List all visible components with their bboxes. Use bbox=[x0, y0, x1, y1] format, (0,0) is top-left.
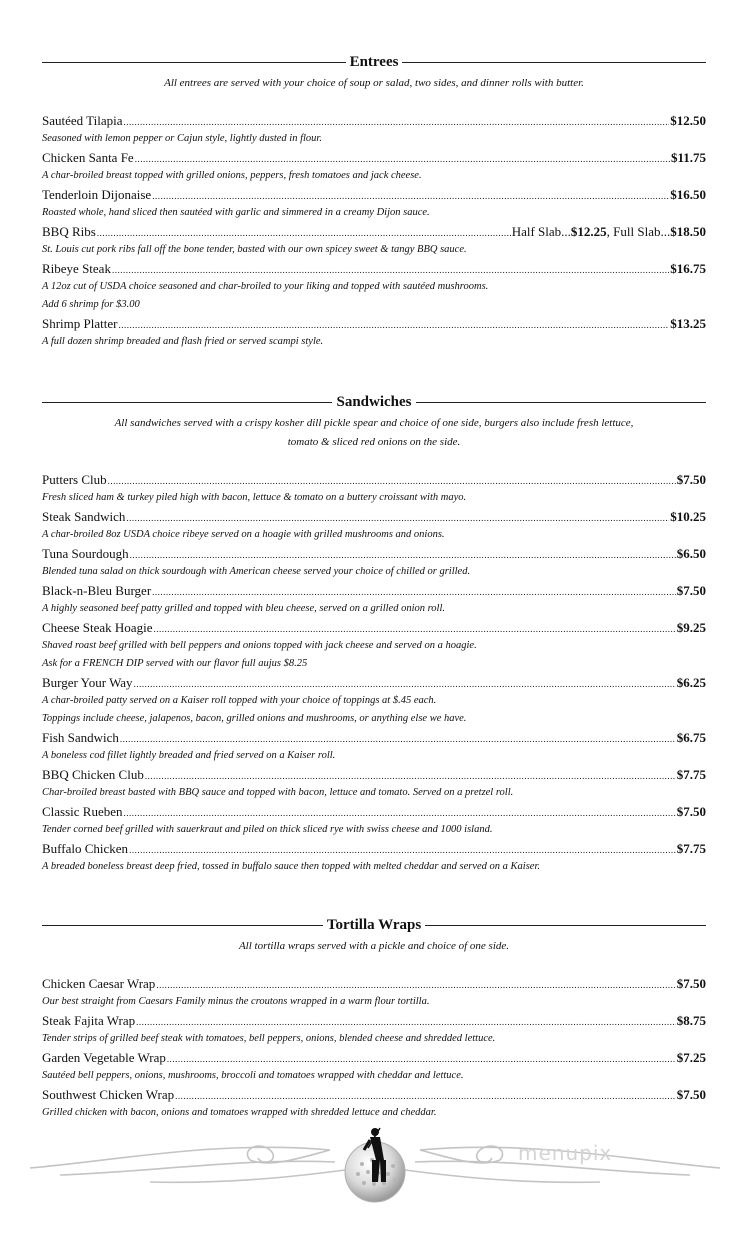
menu-item bbox=[42, 618, 706, 637]
item-name: Steak Sandwich bbox=[42, 509, 126, 524]
header-rule-left bbox=[42, 925, 323, 926]
item-price: $16.50 bbox=[670, 187, 706, 202]
item-name: Fish Sandwich bbox=[42, 730, 119, 745]
section-title: Tortilla Wraps bbox=[326, 916, 422, 933]
item-description: Char-broiled breast basted with BBQ sauce and topped with bacon, lettuce and tomato. Served on a pretzel roll. bbox=[42, 787, 514, 798]
item-price: $7.50 bbox=[676, 804, 706, 819]
item-price: $6.25 bbox=[676, 675, 706, 690]
menu-item bbox=[42, 839, 706, 858]
item-price: $10.25 bbox=[670, 509, 706, 524]
item-description: Seasoned with lemon pepper or Cajun style, lightly dusted in flour. bbox=[42, 133, 322, 144]
sandwiches-section bbox=[42, 391, 706, 876]
item-price: $6.75 bbox=[676, 730, 706, 745]
item-name: Southwest Chicken Wrap bbox=[42, 1087, 175, 1102]
item-price: $7.50 bbox=[676, 583, 706, 598]
menu-item-list bbox=[42, 470, 706, 876]
item-description: Shaved roast beef grilled with bell peppers and onions topped with jack cheese and served on a hoagie. bbox=[42, 640, 477, 651]
section-note-line-2: tomato & sliced red onions on the side. bbox=[287, 436, 461, 448]
item-price: $7.50 bbox=[676, 976, 706, 991]
item-name: Buffalo Chicken bbox=[42, 841, 129, 856]
section-header bbox=[42, 914, 706, 936]
item-price: $7.75 bbox=[676, 841, 706, 856]
menu-item bbox=[42, 111, 706, 130]
menu-item-list bbox=[42, 111, 706, 351]
item-price: $7.50 bbox=[676, 1087, 706, 1102]
item-price: $9.25 bbox=[676, 620, 706, 635]
item-price: $7.25 bbox=[676, 1050, 706, 1065]
item-name: BBQ Ribs bbox=[42, 224, 96, 239]
item-name: BBQ Chicken Club bbox=[42, 767, 144, 782]
item-price-options bbox=[512, 222, 706, 241]
item-description-addon: Toppings include cheese, jalapenos, bacon, grilled onions and mushrooms, or anything else we have. bbox=[42, 713, 467, 724]
menu-item bbox=[42, 728, 706, 747]
section-header bbox=[42, 51, 706, 73]
section-title: Entrees bbox=[349, 53, 399, 70]
menu-item bbox=[42, 802, 706, 821]
item-description: A 12oz cut of USDA choice seasoned and char-broiled to your liking and topped with sautéed mushrooms. bbox=[42, 281, 489, 292]
item-description: Grilled chicken with bacon, onions and tomatoes wrapped with shredded lettuce and cheddar. bbox=[42, 1107, 437, 1118]
menu-item bbox=[42, 259, 706, 278]
menupix-watermark: menupix bbox=[518, 1141, 613, 1165]
item-description-addon: Ask for a FRENCH DIP served with our flavor full aujus $8.25 bbox=[42, 658, 308, 669]
item-description: A highly seasoned beef patty grilled and topped with bleu cheese, served on a grilled onion roll. bbox=[42, 603, 446, 614]
half-slab-label: Half Slab... bbox=[511, 224, 571, 239]
half-slab-price: $12.25 bbox=[570, 224, 607, 239]
item-description: St. Louis cut pork ribs fall off the bone tender, basted with our own spicey sweet & tangy BBQ sauce. bbox=[42, 244, 467, 255]
decorative-footer bbox=[0, 1120, 750, 1235]
item-price: $12.50 bbox=[670, 113, 706, 128]
header-rule-right bbox=[402, 62, 706, 63]
item-description: Sautéed bell peppers, onions, mushrooms, broccoli and tomatoes wrapped with cheddar and lettuce. bbox=[42, 1070, 464, 1081]
full-slab-label: , Full Slab... bbox=[606, 224, 671, 239]
section-note: All tortilla wraps served with a pickle and choice of one side. bbox=[238, 940, 510, 952]
header-rule-right bbox=[425, 925, 706, 926]
item-name: Chicken Caesar Wrap bbox=[42, 976, 156, 991]
item-description: Roasted whole, hand sliced then sautéed with garlic and simmered in a creamy Dijon sauce. bbox=[42, 207, 430, 218]
item-description: A char-broiled patty served on a Kaiser roll topped with your choice of toppings at $.45 each. bbox=[42, 695, 437, 706]
item-price: $7.50 bbox=[676, 472, 706, 487]
menu-item bbox=[42, 1011, 706, 1030]
header-rule-left bbox=[42, 402, 332, 403]
item-name: Putters Club bbox=[42, 472, 107, 487]
item-description: A breaded boneless breast deep fried, tossed in buffalo sauce then topped with melted cheddar and served on a Kaiser. bbox=[42, 861, 540, 872]
item-description-addon: Add 6 shrimp for $3.00 bbox=[42, 299, 140, 310]
item-description: Blended tuna salad on thick sourdough with American cheese served your choice of chilled or grilled. bbox=[42, 566, 471, 577]
item-name: Sautéed Tilapia bbox=[42, 113, 123, 128]
item-description: A full dozen shrimp breaded and flash fried or served scampi style. bbox=[42, 336, 324, 347]
item-name: Chicken Santa Fe bbox=[42, 150, 134, 165]
menu-item bbox=[42, 185, 706, 204]
menu-item bbox=[42, 673, 706, 692]
section-title: Sandwiches bbox=[336, 393, 412, 410]
header-rule-right bbox=[416, 402, 706, 403]
menu-item bbox=[42, 765, 706, 784]
section-header bbox=[42, 391, 706, 413]
item-name: Classic Rueben bbox=[42, 804, 123, 819]
item-name: Tenderloin Dijonaise bbox=[42, 187, 152, 202]
item-description: A char-broiled breast topped with grilled onions, peppers, fresh tomatoes and jack cheese. bbox=[42, 170, 422, 181]
item-description: Tender strips of grilled beef steak with tomatoes, bell peppers, onions, blended cheese and shredded lettuce. bbox=[42, 1033, 496, 1044]
item-description: Tender corned beef grilled with sauerkraut and piled on thick sliced rye with swiss cheese and 1000 island. bbox=[42, 824, 493, 835]
menu-item bbox=[42, 470, 706, 489]
item-description: A char-broiled 8oz USDA choice ribeye served on a hoagie with grilled mushrooms and onions. bbox=[42, 529, 445, 540]
section-note: All entrees are served with your choice of soup or salad, two sides, and dinner rolls with butter. bbox=[164, 77, 584, 89]
item-name: Black-n-Bleu Burger bbox=[42, 583, 152, 598]
section-note: All sandwiches served with a crispy kosher dill pickle spear and choice of one side, burgers also include fresh lettuce, bbox=[114, 417, 634, 429]
item-description: Fresh sliced ham & turkey piled high with bacon, lettuce & tomato on a buttery croissant with mayo. bbox=[42, 492, 467, 503]
menu-item-list bbox=[42, 974, 706, 1122]
item-description: Our best straight from Caesars Family minus the croutons wrapped in a warm flour tortilla. bbox=[42, 996, 430, 1007]
entrees-section bbox=[42, 51, 706, 351]
menu-item bbox=[42, 581, 706, 600]
menu-item bbox=[42, 314, 706, 333]
tortilla-wraps-section bbox=[42, 914, 706, 1122]
item-price: $7.75 bbox=[676, 767, 706, 782]
item-price: $13.25 bbox=[670, 316, 706, 331]
item-price: $8.75 bbox=[676, 1013, 706, 1028]
menu-item bbox=[42, 148, 706, 167]
item-price: $6.50 bbox=[676, 546, 706, 561]
item-name: Cheese Steak Hoagie bbox=[42, 620, 153, 635]
item-description: A boneless cod fillet lightly breaded and fried served on a Kaiser roll. bbox=[42, 750, 336, 761]
full-slab-price: $18.50 bbox=[670, 224, 706, 239]
menu-item bbox=[42, 507, 706, 526]
item-name: Tuna Sourdough bbox=[42, 546, 129, 561]
menu-item bbox=[42, 974, 706, 993]
menu-item bbox=[42, 544, 706, 563]
item-price: $16.75 bbox=[670, 261, 706, 276]
item-name: Shrimp Platter bbox=[42, 316, 118, 331]
header-rule-left bbox=[42, 62, 346, 63]
menu-item bbox=[42, 1085, 706, 1104]
item-name: Steak Fajita Wrap bbox=[42, 1013, 136, 1028]
item-name: Garden Vegetable Wrap bbox=[42, 1050, 166, 1065]
item-price: $11.75 bbox=[670, 150, 706, 165]
menu-item bbox=[42, 222, 706, 241]
item-name: Burger Your Way bbox=[42, 675, 133, 690]
item-name: Ribeye Steak bbox=[42, 261, 111, 276]
menu-item bbox=[42, 1048, 706, 1067]
